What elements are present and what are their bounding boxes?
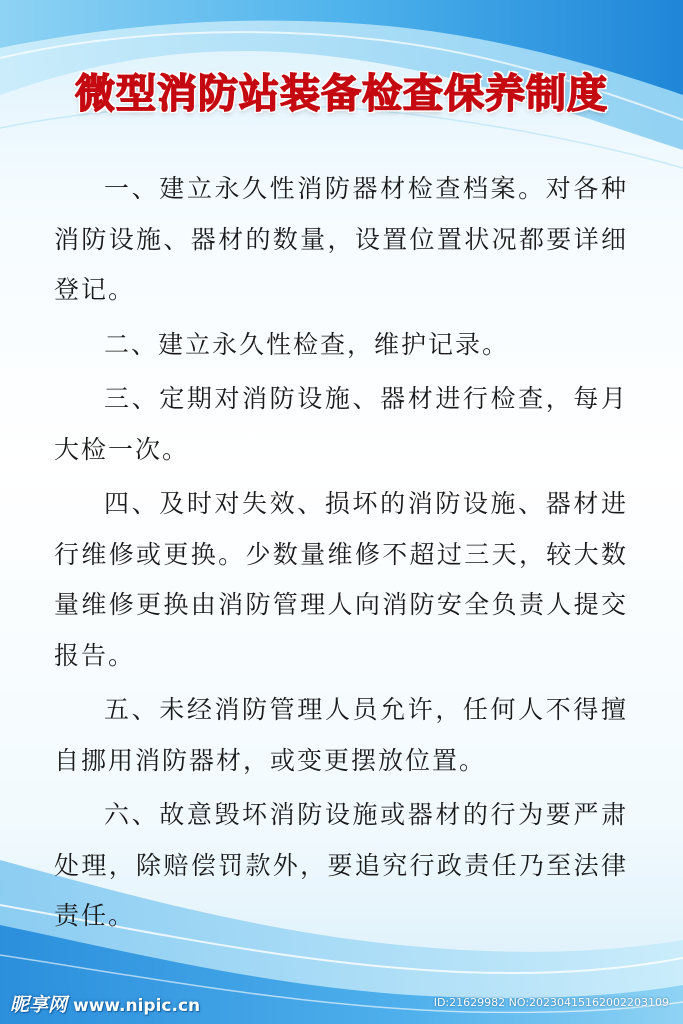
watermark-logo: 昵享网 <box>10 994 68 1016</box>
watermark-id: ID:21629982 NO:20230415162002203109 <box>433 996 669 1009</box>
regulation-item-3: 三、定期对消防设施、器材进行检查，每月大检一次。 <box>54 384 628 464</box>
regulation-item-1: 一、建立永久性消防器材检查档案。对各种消防设施、器材的数量，设置位置状况都要详细登记。 <box>54 174 628 304</box>
watermark-site <box>10 990 200 1017</box>
regulation-item-4: 四、及时对失效、损坏的消防设施、器材进行维修或更换。少数量维修不超过三天，较大数量维修更换由消防管理人向消防安全负责人提交报告。 <box>54 489 628 670</box>
regulation-item-6: 六、故意毁坏消防设施或器材的行为要严肃处理，除赔偿罚款外，要追究行政责任乃至法律责任。 <box>54 800 628 930</box>
watermark-url: www.nipic.cn <box>73 996 201 1016</box>
regulation-body <box>54 164 628 946</box>
regulation-item-5: 五、未经消防管理人员允许，任何人不得擅自挪用消防器材，或变更摆放位置。 <box>54 695 628 775</box>
poster-title: 微型消防站装备检查保养制度 <box>75 71 608 117</box>
regulation-item-2: 二、建立永久性检查，维护记录。 <box>104 329 510 359</box>
